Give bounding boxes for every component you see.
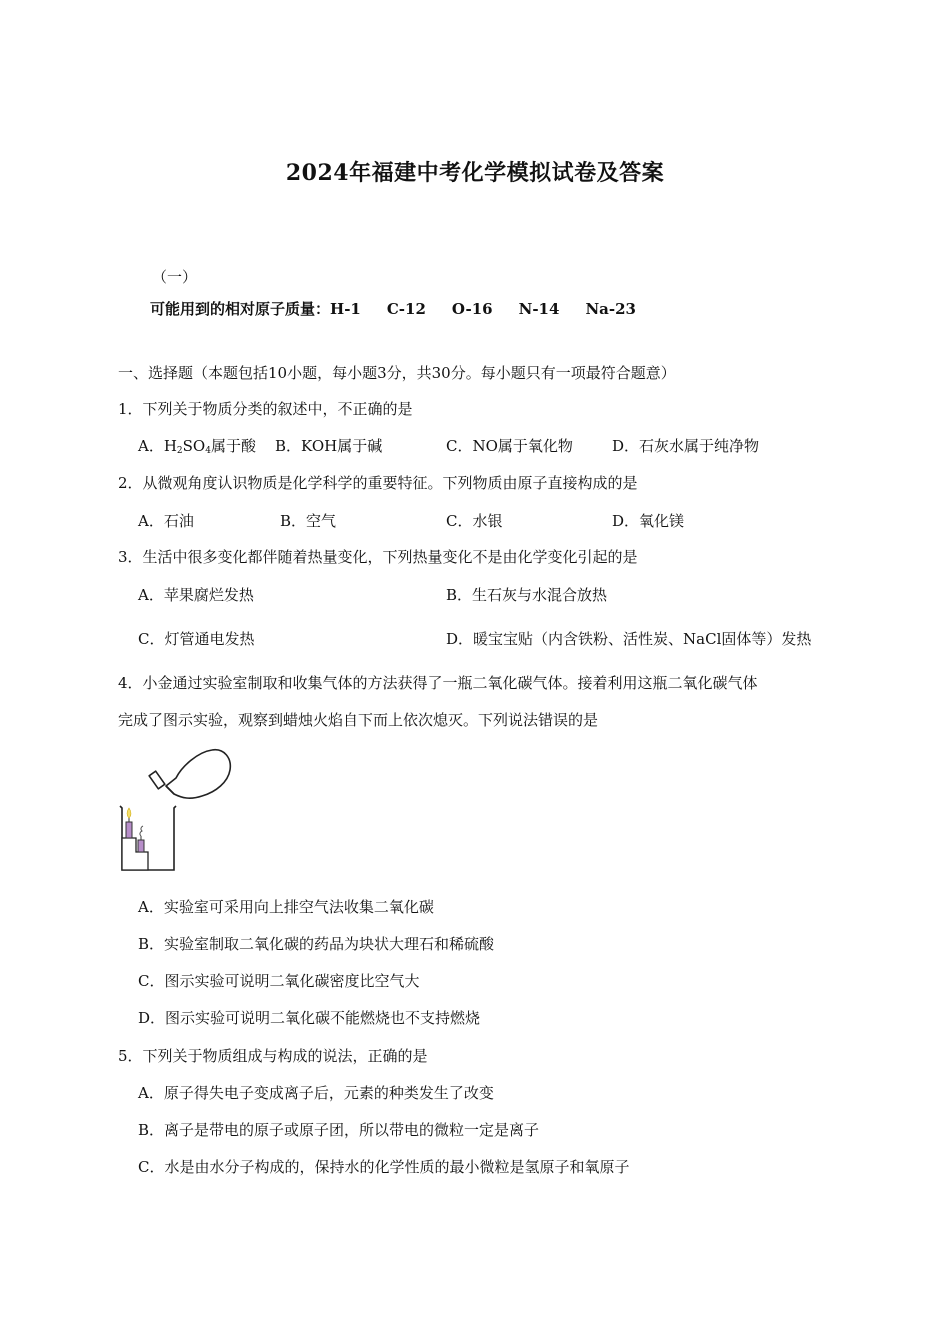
question-4-option-a: A．实验室可采用向上排空气法收集二氧化碳: [138, 898, 434, 916]
question-3-option-a: A．苹果腐烂发热: [138, 586, 254, 604]
question-3-stem: 3．生活中很多变化都伴随着热量变化，下列热量变化不是由化学变化引起的是: [118, 548, 638, 566]
question-2-option-a: A．石油: [138, 512, 194, 530]
question-1-option-c: C．NO属于氧化物: [446, 437, 573, 455]
atomic-mass-h: H-1: [330, 300, 361, 318]
question-5-option-c: C．水是由水分子构成的，保持水的化学性质的最小微粒是氢原子和氧原子: [138, 1158, 630, 1176]
question-1-stem: 1．下列关于物质分类的叙述中，不正确的是: [118, 400, 413, 418]
question-2-stem: 2．从微观角度认识物质是化学科学的重要特征。下列物质由原子直接构成的是: [118, 474, 638, 492]
question-2-option-b: B．空气: [280, 512, 337, 530]
atomic-mass-na: Na-23: [585, 300, 636, 318]
document-title: 2024年福建中考化学模拟试卷及答案: [285, 160, 665, 186]
question-4-option-b: B．实验室制取二氧化碳的药品为块状大理石和稀硫酸: [138, 935, 495, 953]
gas-bottle-icon: [149, 750, 230, 798]
atomic-mass-n: N-14: [518, 300, 560, 318]
question-4-stem-line1: 4．小金通过实验室制取和收集气体的方法获得了一瓶二氧化碳气体。接着利用这瓶二氧化碳气体: [118, 674, 758, 692]
question-5-option-a: A．原子得失电子变成离子后，元素的种类发生了改变: [138, 1084, 494, 1102]
question-3-option-b: B．生石灰与水混合放热: [446, 586, 608, 604]
part1-heading: 一、选择题（本题包括10小题，每小题3分，共30分。每小题只有一项最符合题意）: [118, 364, 676, 382]
question-3-option-d: D．暖宝宝贴（内含铁粉、活性炭、NaCl固体等）发热: [446, 630, 812, 648]
question-1-option-b: B．KOH属于碱: [275, 437, 383, 455]
atomic-mass-label: 可能用到的相对原子质量：: [150, 300, 331, 318]
section-marker: （一）: [152, 268, 198, 286]
question-2-option-d: D．氧化镁: [612, 512, 685, 530]
question-1-option-d: D．石灰水属于纯净物: [612, 437, 760, 455]
question-4-stem-line2: 完成了图示实验，观察到蜡烛火焰自下而上依次熄灭。下列说法错误的是: [118, 711, 599, 729]
question-1-option-a: A．$H_2SO_4$属于酸: [138, 437, 256, 456]
atomic-mass-o: O-16: [451, 300, 493, 318]
question-5-option-b: B．离子是带电的原子或原子团，所以带电的微粒一定是离子: [138, 1121, 540, 1139]
question-5-stem: 5．下列关于物质组成与构成的说法，正确的是: [118, 1047, 428, 1065]
beaker-candle-illustration: [116, 748, 236, 874]
question-3-option-c: C．灯管通电发热: [138, 630, 255, 648]
question-4-option-d: D．图示实验可说明二氧化碳不能燃烧也不支持燃烧: [138, 1009, 481, 1027]
question-2-option-c: C．水银: [446, 512, 503, 530]
co2-candle-experiment-figure: [116, 748, 236, 874]
short-candle-icon: [138, 826, 144, 852]
tall-candle-icon: [126, 808, 132, 838]
atomic-mass-line: [150, 298, 636, 319]
atomic-mass-c: C-12: [386, 300, 426, 318]
question-4-option-c: C．图示实验可说明二氧化碳密度比空气大: [138, 972, 420, 990]
